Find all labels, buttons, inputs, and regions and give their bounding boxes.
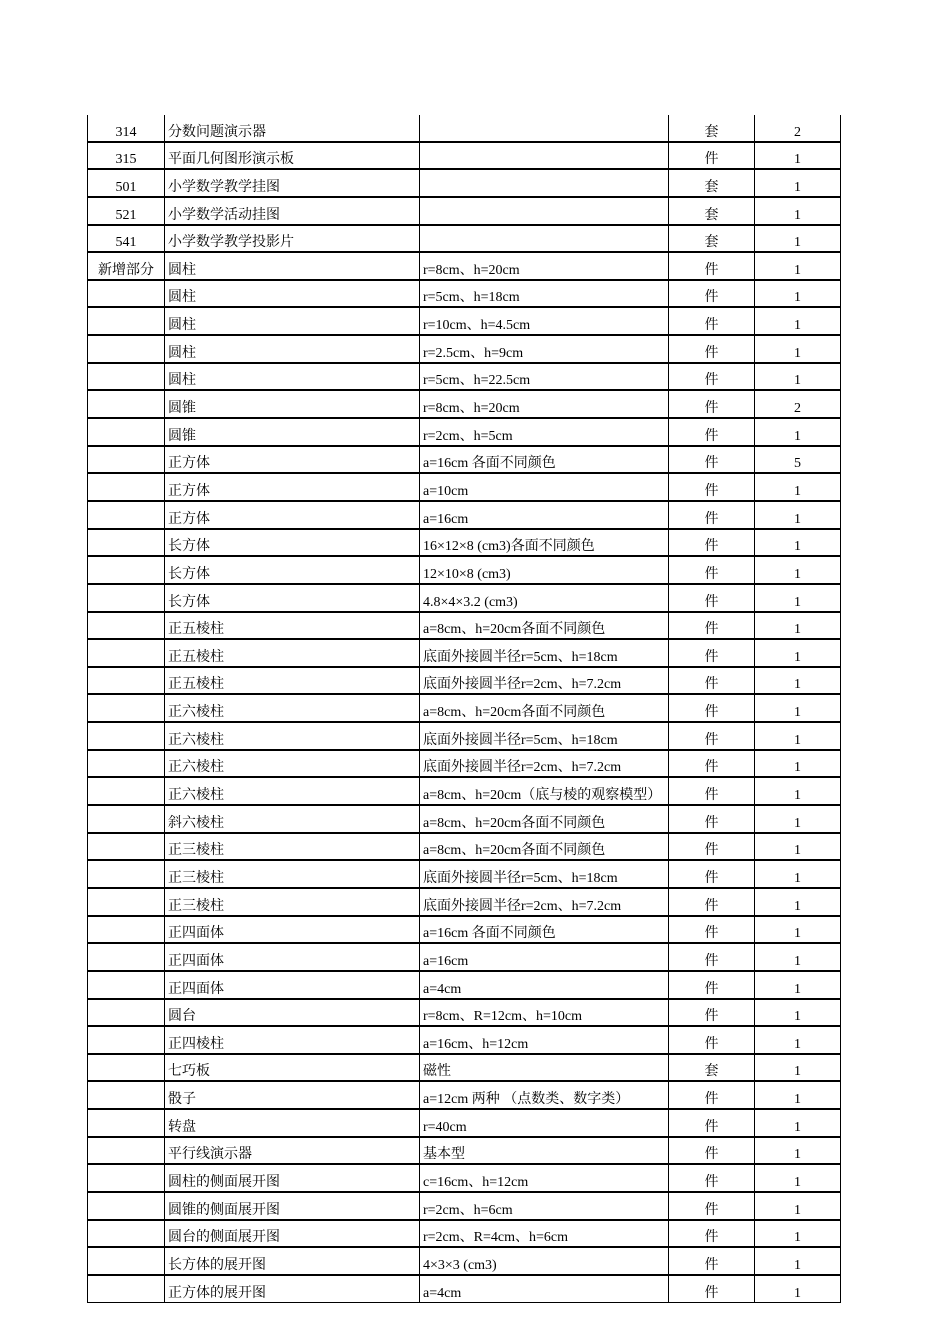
table-row (88, 833, 841, 861)
item-quantity-cell: 1 (755, 280, 841, 308)
item-spec-cell: r=2cm、h=5cm (420, 418, 669, 446)
item-spec-cell: 底面外接圆半径r=2cm、h=7.2cm (420, 667, 669, 695)
item-name-cell: 正五棱柱 (165, 639, 420, 667)
item-name-cell: 正四面体 (165, 943, 420, 971)
item-unit-cell: 件 (669, 1220, 755, 1248)
item-quantity-cell: 1 (755, 1026, 841, 1054)
item-unit-cell: 件 (669, 1081, 755, 1109)
item-spec-cell: a=16cm 各面不同颜色 (420, 916, 669, 944)
table-row (88, 390, 841, 418)
item-name-cell: 圆柱 (165, 363, 420, 391)
item-number-cell (88, 280, 165, 308)
item-name-cell: 骰子 (165, 1081, 420, 1109)
table-row (88, 694, 841, 722)
table-row (88, 916, 841, 944)
item-name-cell: 正三棱柱 (165, 888, 420, 916)
item-number-cell (88, 805, 165, 833)
item-unit-cell: 件 (669, 694, 755, 722)
item-number-cell (88, 307, 165, 335)
item-number-cell (88, 473, 165, 501)
item-quantity-cell: 1 (755, 529, 841, 557)
item-name-cell: 圆柱 (165, 252, 420, 280)
item-unit-cell: 件 (669, 1137, 755, 1165)
item-quantity-cell: 1 (755, 943, 841, 971)
item-spec-cell (420, 115, 669, 142)
item-name-cell: 七巧板 (165, 1054, 420, 1082)
item-number-cell (88, 501, 165, 529)
item-unit-cell: 件 (669, 860, 755, 888)
item-quantity-cell: 1 (755, 335, 841, 363)
item-spec-cell: a=8cm、h=20cm（底与棱的观察模型） (420, 777, 669, 805)
table-row (88, 667, 841, 695)
item-spec-cell: 12×10×8 (cm3) (420, 556, 669, 584)
item-quantity-cell: 1 (755, 1137, 841, 1165)
item-unit-cell: 件 (669, 1247, 755, 1275)
item-number-cell: 315 (88, 142, 165, 170)
item-name-cell: 平行线演示器 (165, 1137, 420, 1165)
table-row (88, 1247, 841, 1275)
item-quantity-cell: 1 (755, 1164, 841, 1192)
item-name-cell: 圆锥 (165, 418, 420, 446)
item-unit-cell: 件 (669, 777, 755, 805)
item-spec-cell: a=16cm (420, 501, 669, 529)
item-name-cell: 圆台的侧面展开图 (165, 1220, 420, 1248)
table-row (88, 501, 841, 529)
item-quantity-cell: 1 (755, 1192, 841, 1220)
item-spec-cell: r=10cm、h=4.5cm (420, 307, 669, 335)
item-spec-cell: a=8cm、h=20cm各面不同颜色 (420, 612, 669, 640)
item-quantity-cell: 1 (755, 1054, 841, 1082)
item-quantity-cell: 1 (755, 1247, 841, 1275)
item-number-cell (88, 418, 165, 446)
item-spec-cell: a=16cm、h=12cm (420, 1026, 669, 1054)
item-name-cell: 正五棱柱 (165, 612, 420, 640)
item-unit-cell: 件 (669, 971, 755, 999)
item-number-cell (88, 446, 165, 474)
item-unit-cell: 件 (669, 1275, 755, 1302)
item-name-cell: 正六棱柱 (165, 750, 420, 778)
item-spec-cell: a=10cm (420, 473, 669, 501)
item-name-cell: 长方体的展开图 (165, 1247, 420, 1275)
item-name-cell: 正方体 (165, 501, 420, 529)
item-quantity-cell: 1 (755, 805, 841, 833)
table-row (88, 473, 841, 501)
item-unit-cell: 件 (669, 1192, 755, 1220)
item-quantity-cell: 1 (755, 1220, 841, 1248)
table-row (88, 1109, 841, 1137)
item-unit-cell: 套 (669, 1054, 755, 1082)
item-name-cell: 正方体 (165, 473, 420, 501)
item-quantity-cell: 1 (755, 1081, 841, 1109)
table-row (88, 999, 841, 1027)
item-number-cell (88, 612, 165, 640)
item-spec-cell: 4×3×3 (cm3) (420, 1247, 669, 1275)
table-row (88, 363, 841, 391)
item-spec-cell: r=2cm、R=4cm、h=6cm (420, 1220, 669, 1248)
item-quantity-cell: 1 (755, 999, 841, 1027)
item-quantity-cell: 2 (755, 390, 841, 418)
item-spec-cell: c=16cm、h=12cm (420, 1164, 669, 1192)
item-unit-cell: 件 (669, 722, 755, 750)
item-name-cell: 正方体的展开图 (165, 1275, 420, 1302)
item-name-cell: 正四面体 (165, 971, 420, 999)
item-name-cell: 正三棱柱 (165, 860, 420, 888)
table-row (88, 860, 841, 888)
item-number-cell (88, 833, 165, 861)
item-quantity-cell: 1 (755, 971, 841, 999)
table-row (88, 529, 841, 557)
item-name-cell: 圆锥的侧面展开图 (165, 1192, 420, 1220)
item-unit-cell: 件 (669, 280, 755, 308)
item-unit-cell: 件 (669, 639, 755, 667)
item-number-cell (88, 694, 165, 722)
item-quantity-cell: 2 (755, 115, 841, 142)
table-row (88, 335, 841, 363)
item-spec-cell: a=8cm、h=20cm各面不同颜色 (420, 833, 669, 861)
item-number-cell (88, 750, 165, 778)
item-name-cell: 转盘 (165, 1109, 420, 1137)
item-spec-cell: r=8cm、R=12cm、h=10cm (420, 999, 669, 1027)
item-quantity-cell: 1 (755, 667, 841, 695)
table-row (88, 971, 841, 999)
table-row (88, 115, 841, 142)
table-row (88, 556, 841, 584)
item-spec-cell: 底面外接圆半径r=2cm、h=7.2cm (420, 888, 669, 916)
table-row (88, 639, 841, 667)
item-quantity-cell: 1 (755, 501, 841, 529)
table-row (88, 446, 841, 474)
item-quantity-cell: 1 (755, 860, 841, 888)
table-row (88, 612, 841, 640)
table-row (88, 722, 841, 750)
item-spec-cell (420, 142, 669, 170)
item-name-cell: 平面几何图形演示板 (165, 142, 420, 170)
item-name-cell: 正方体 (165, 446, 420, 474)
item-quantity-cell: 1 (755, 833, 841, 861)
item-number-cell (88, 390, 165, 418)
table-row (88, 142, 841, 170)
item-quantity-cell: 1 (755, 1109, 841, 1137)
item-quantity-cell: 1 (755, 612, 841, 640)
item-number-cell (88, 1164, 165, 1192)
item-spec-cell: a=8cm、h=20cm各面不同颜色 (420, 805, 669, 833)
table-row (88, 418, 841, 446)
item-spec-cell: 磁性 (420, 1054, 669, 1082)
item-unit-cell: 件 (669, 943, 755, 971)
item-number-cell (88, 556, 165, 584)
item-spec-cell: a=4cm (420, 1275, 669, 1302)
item-unit-cell: 套 (669, 225, 755, 253)
item-unit-cell: 件 (669, 390, 755, 418)
table-row (88, 1137, 841, 1165)
item-number-cell (88, 1137, 165, 1165)
item-quantity-cell: 1 (755, 142, 841, 170)
item-quantity-cell: 1 (755, 197, 841, 225)
item-quantity-cell: 1 (755, 307, 841, 335)
item-unit-cell: 套 (669, 169, 755, 197)
item-quantity-cell: 1 (755, 916, 841, 944)
item-quantity-cell: 1 (755, 694, 841, 722)
item-unit-cell: 件 (669, 307, 755, 335)
item-number-cell: 314 (88, 115, 165, 142)
item-unit-cell: 件 (669, 501, 755, 529)
item-unit-cell: 件 (669, 750, 755, 778)
item-spec-cell: 4.8×4×3.2 (cm3) (420, 584, 669, 612)
item-number-cell (88, 529, 165, 557)
item-quantity-cell: 1 (755, 169, 841, 197)
item-name-cell: 斜六棱柱 (165, 805, 420, 833)
item-number-cell (88, 1220, 165, 1248)
item-unit-cell: 套 (669, 197, 755, 225)
item-quantity-cell: 1 (755, 556, 841, 584)
item-unit-cell: 件 (669, 805, 755, 833)
item-number-cell (88, 584, 165, 612)
table-row (88, 225, 841, 253)
item-spec-cell: 底面外接圆半径r=5cm、h=18cm (420, 722, 669, 750)
item-number-cell (88, 1109, 165, 1137)
table-row (88, 888, 841, 916)
item-spec-cell: r=8cm、h=20cm (420, 390, 669, 418)
equipment-table (87, 115, 841, 1303)
table-row (88, 1081, 841, 1109)
item-number-cell (88, 722, 165, 750)
table-row (88, 197, 841, 225)
table-row (88, 1275, 841, 1302)
item-spec-cell: a=12cm 两种 （点数类、数字类） (420, 1081, 669, 1109)
item-name-cell: 正四棱柱 (165, 1026, 420, 1054)
item-spec-cell: r=8cm、h=20cm (420, 252, 669, 280)
table-row (88, 280, 841, 308)
item-unit-cell: 件 (669, 1109, 755, 1137)
table-row (88, 1054, 841, 1082)
item-unit-cell: 件 (669, 888, 755, 916)
item-number-cell (88, 971, 165, 999)
item-number-cell (88, 1054, 165, 1082)
table-row (88, 1026, 841, 1054)
item-number-cell: 541 (88, 225, 165, 253)
item-spec-cell: 16×12×8 (cm3)各面不同颜色 (420, 529, 669, 557)
item-quantity-cell: 1 (755, 750, 841, 778)
item-number-cell (88, 1192, 165, 1220)
item-quantity-cell: 1 (755, 1275, 841, 1302)
item-number-cell (88, 916, 165, 944)
item-quantity-cell: 1 (755, 473, 841, 501)
item-quantity-cell: 1 (755, 639, 841, 667)
item-quantity-cell: 1 (755, 363, 841, 391)
item-number-cell (88, 1247, 165, 1275)
table-row (88, 943, 841, 971)
table-row (88, 1220, 841, 1248)
item-name-cell: 圆柱 (165, 280, 420, 308)
item-quantity-cell: 1 (755, 584, 841, 612)
item-name-cell: 小学数学活动挂图 (165, 197, 420, 225)
item-unit-cell: 件 (669, 999, 755, 1027)
item-quantity-cell: 1 (755, 888, 841, 916)
item-unit-cell: 件 (669, 916, 755, 944)
item-unit-cell: 件 (669, 473, 755, 501)
item-spec-cell (420, 197, 669, 225)
item-spec-cell: a=16cm 各面不同颜色 (420, 446, 669, 474)
item-unit-cell: 件 (669, 363, 755, 391)
item-number-cell (88, 1275, 165, 1302)
item-name-cell: 正六棱柱 (165, 694, 420, 722)
item-unit-cell: 套 (669, 115, 755, 142)
item-unit-cell: 件 (669, 667, 755, 695)
item-spec-cell: r=5cm、h=22.5cm (420, 363, 669, 391)
item-unit-cell: 件 (669, 252, 755, 280)
item-spec-cell: 底面外接圆半径r=2cm、h=7.2cm (420, 750, 669, 778)
table-row (88, 252, 841, 280)
item-number-cell (88, 860, 165, 888)
item-name-cell: 长方体 (165, 556, 420, 584)
item-name-cell: 正四面体 (165, 916, 420, 944)
item-number-cell: 新增部分 (88, 252, 165, 280)
item-unit-cell: 件 (669, 556, 755, 584)
item-unit-cell: 件 (669, 142, 755, 170)
item-number-cell (88, 639, 165, 667)
item-quantity-cell: 1 (755, 418, 841, 446)
table-row (88, 307, 841, 335)
item-name-cell: 分数问题演示器 (165, 115, 420, 142)
item-unit-cell: 件 (669, 584, 755, 612)
item-name-cell: 长方体 (165, 529, 420, 557)
item-quantity-cell: 1 (755, 777, 841, 805)
item-number-cell (88, 888, 165, 916)
item-spec-cell: a=16cm (420, 943, 669, 971)
item-number-cell (88, 1026, 165, 1054)
item-unit-cell: 件 (669, 446, 755, 474)
item-name-cell: 圆台 (165, 999, 420, 1027)
table-row (88, 1192, 841, 1220)
item-number-cell: 501 (88, 169, 165, 197)
item-name-cell: 小学数学教学挂图 (165, 169, 420, 197)
table-row (88, 1164, 841, 1192)
item-quantity-cell: 1 (755, 722, 841, 750)
item-unit-cell: 件 (669, 335, 755, 363)
item-quantity-cell: 5 (755, 446, 841, 474)
item-spec-cell (420, 169, 669, 197)
item-name-cell: 小学数学教学投影片 (165, 225, 420, 253)
item-number-cell (88, 943, 165, 971)
item-name-cell: 圆锥 (165, 390, 420, 418)
item-name-cell: 长方体 (165, 584, 420, 612)
item-spec-cell: 底面外接圆半径r=5cm、h=18cm (420, 639, 669, 667)
item-unit-cell: 件 (669, 529, 755, 557)
item-number-cell: 521 (88, 197, 165, 225)
item-number-cell (88, 1081, 165, 1109)
item-name-cell: 正五棱柱 (165, 667, 420, 695)
item-unit-cell: 件 (669, 1164, 755, 1192)
item-spec-cell: r=2cm、h=6cm (420, 1192, 669, 1220)
item-unit-cell: 件 (669, 1026, 755, 1054)
table-row (88, 777, 841, 805)
table-row (88, 805, 841, 833)
table-row (88, 169, 841, 197)
equipment-table-body (88, 115, 841, 1302)
item-spec-cell: r=40cm (420, 1109, 669, 1137)
item-spec-cell: a=4cm (420, 971, 669, 999)
item-name-cell: 正六棱柱 (165, 777, 420, 805)
table-row (88, 750, 841, 778)
item-name-cell: 正六棱柱 (165, 722, 420, 750)
item-spec-cell: r=5cm、h=18cm (420, 280, 669, 308)
item-number-cell (88, 335, 165, 363)
table-row (88, 584, 841, 612)
item-number-cell (88, 667, 165, 695)
item-spec-cell: 基本型 (420, 1137, 669, 1165)
item-number-cell (88, 363, 165, 391)
item-number-cell (88, 777, 165, 805)
item-unit-cell: 件 (669, 612, 755, 640)
item-quantity-cell: 1 (755, 225, 841, 253)
item-name-cell: 圆柱 (165, 307, 420, 335)
item-quantity-cell: 1 (755, 252, 841, 280)
item-name-cell: 正三棱柱 (165, 833, 420, 861)
item-spec-cell: 底面外接圆半径r=5cm、h=18cm (420, 860, 669, 888)
item-unit-cell: 件 (669, 833, 755, 861)
item-number-cell (88, 999, 165, 1027)
item-spec-cell: r=2.5cm、h=9cm (420, 335, 669, 363)
item-spec-cell (420, 225, 669, 253)
item-spec-cell: a=8cm、h=20cm各面不同颜色 (420, 694, 669, 722)
item-name-cell: 圆柱的侧面展开图 (165, 1164, 420, 1192)
item-unit-cell: 件 (669, 418, 755, 446)
item-name-cell: 圆柱 (165, 335, 420, 363)
